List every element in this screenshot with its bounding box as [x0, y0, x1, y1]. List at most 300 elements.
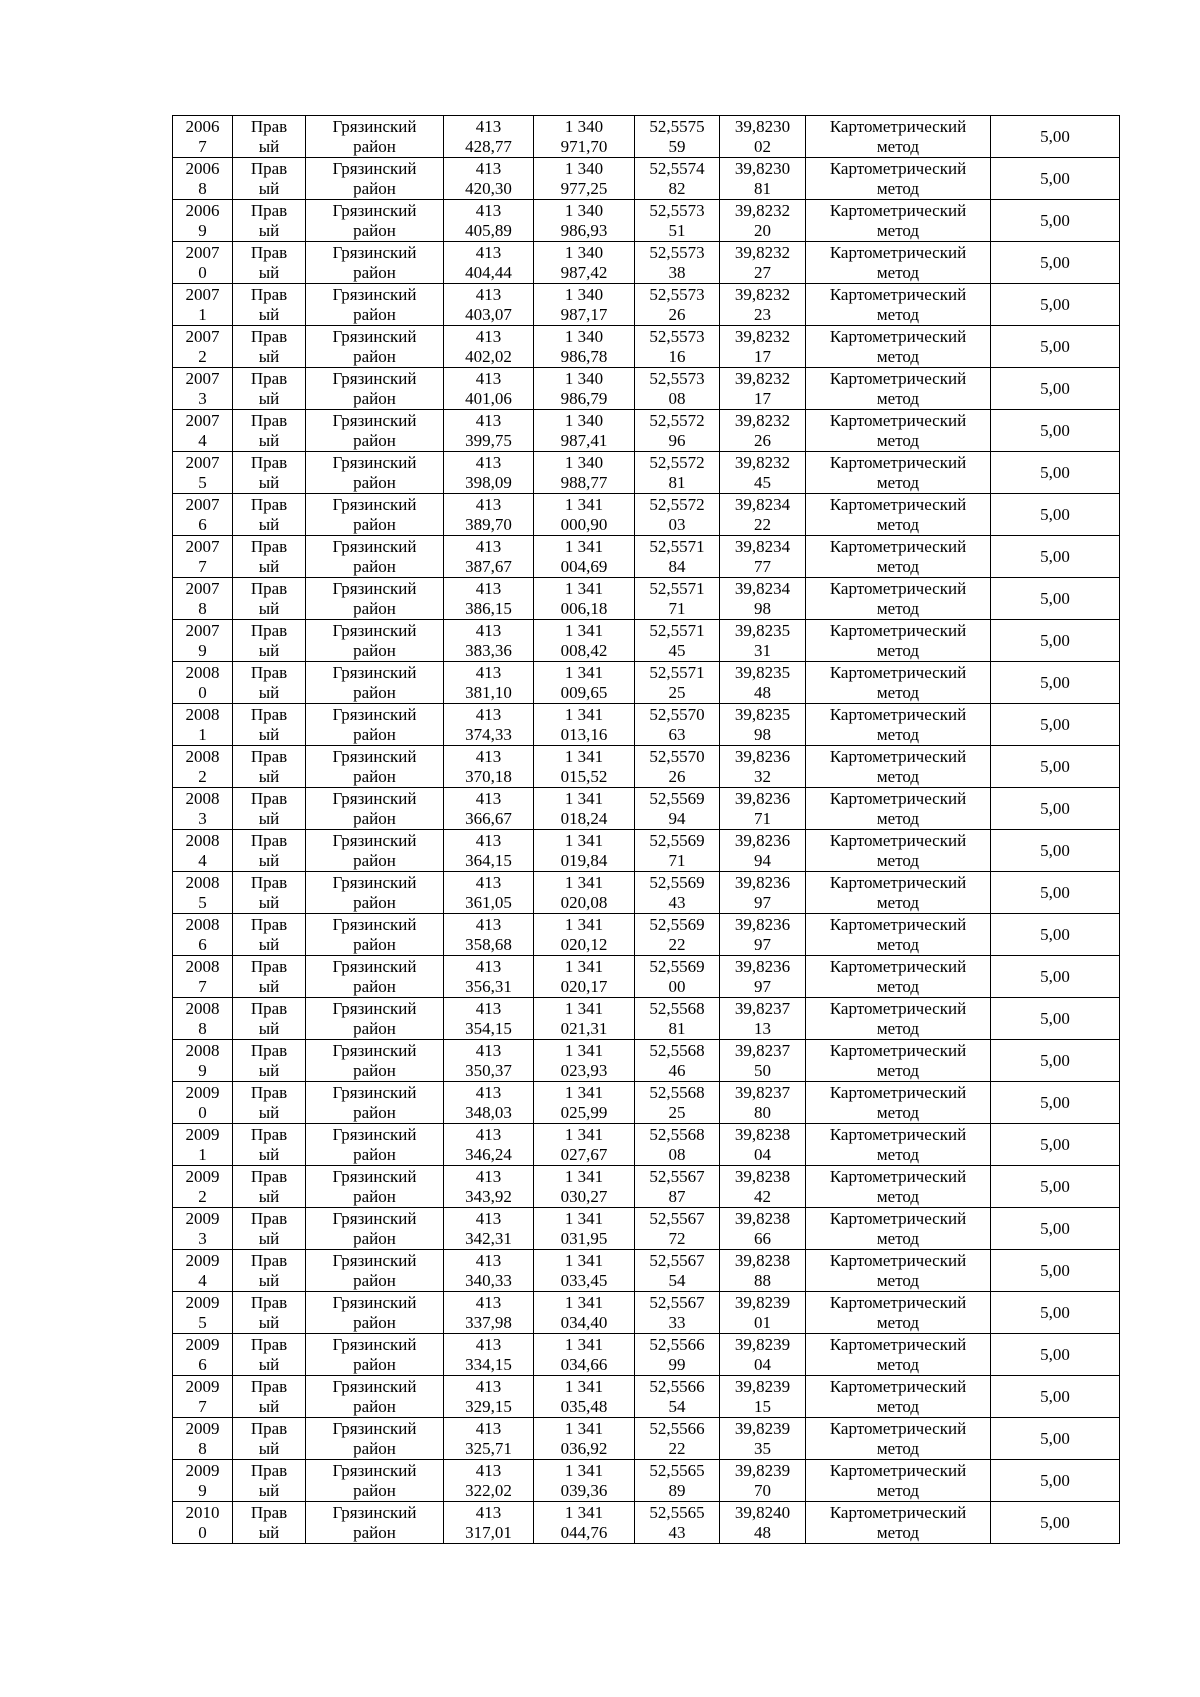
coord-y-cell-line: 034,40: [560, 1312, 608, 1332]
coord-x-cell-line: 413: [475, 326, 502, 346]
bank-side-cell-line: ый: [258, 136, 280, 156]
accuracy-cell: 5,00: [991, 1124, 1120, 1166]
point-number-cell-line: 2007: [185, 452, 220, 472]
longitude-cell-line: 39,8232: [734, 410, 791, 430]
accuracy-cell: 5,00: [991, 158, 1120, 200]
coordinates-table: [172, 115, 1120, 1544]
bank-side-cell-line: Прав: [250, 116, 288, 136]
point-number-cell: [173, 788, 233, 830]
bank-side-cell: [233, 1124, 306, 1166]
latitude-cell-line: 52,5571: [649, 578, 705, 598]
coord-y-cell: [534, 578, 635, 620]
district-cell: [306, 872, 444, 914]
latitude-cell: [635, 662, 720, 704]
longitude-cell: [720, 1124, 806, 1166]
district-cell-line: Грязинский: [332, 746, 417, 766]
method-cell-line: метод: [876, 766, 920, 786]
method-cell-line: метод: [876, 220, 920, 240]
latitude-cell: [635, 578, 720, 620]
bank-side-cell-line: Прав: [250, 956, 288, 976]
longitude-cell: [720, 242, 806, 284]
method-cell: [806, 1166, 991, 1208]
method-cell-line: Картометрический: [829, 1208, 967, 1228]
point-number-cell-line: 1: [198, 1144, 207, 1164]
latitude-cell-line: 45: [668, 640, 686, 660]
bank-side-cell: [233, 620, 306, 662]
district-cell-line: район: [353, 640, 396, 660]
bank-side-cell-line: Прав: [250, 998, 288, 1018]
latitude-cell-line: 63: [668, 724, 686, 744]
latitude-cell-line: 52,5567: [649, 1292, 705, 1312]
coord-y-cell-line: 986,79: [560, 388, 608, 408]
coord-x-cell-line: 370,18: [465, 766, 512, 786]
district-cell: [306, 1208, 444, 1250]
latitude-cell: [635, 158, 720, 200]
district-cell-line: Грязинский: [332, 1292, 417, 1312]
method-cell-line: Картометрический: [829, 116, 967, 136]
point-number-cell: [173, 746, 233, 788]
latitude-cell-line: 82: [668, 178, 686, 198]
coord-y-cell-line: 1 340: [564, 158, 604, 178]
method-cell: [806, 1292, 991, 1334]
coord-x-cell-line: 413: [475, 914, 502, 934]
district-cell-line: Грязинский: [332, 872, 417, 892]
latitude-cell: [635, 116, 720, 158]
longitude-cell-line: 39,8234: [734, 494, 791, 514]
bank-side-cell-line: ый: [258, 1354, 280, 1374]
longitude-cell: [720, 704, 806, 746]
method-cell: [806, 620, 991, 662]
district-cell-line: Грязинский: [332, 788, 417, 808]
point-number-cell: [173, 326, 233, 368]
latitude-cell: [635, 872, 720, 914]
accuracy-cell: 5,00: [991, 830, 1120, 872]
table-row: [173, 1082, 1120, 1124]
longitude-cell-line: 39,8238: [734, 1166, 791, 1186]
district-cell-line: Грязинский: [332, 1460, 417, 1480]
point-number-cell-line: 0: [198, 1102, 207, 1122]
longitude-cell-line: 39,8238: [734, 1124, 791, 1144]
method-cell: [806, 494, 991, 536]
table-row: [173, 1460, 1120, 1502]
method-cell-line: метод: [876, 682, 920, 702]
coord-x-cell: [444, 536, 534, 578]
district-cell-line: район: [353, 934, 396, 954]
longitude-cell: [720, 200, 806, 242]
bank-side-cell-line: Прав: [250, 1334, 288, 1354]
coord-y-cell-line: 1 341: [564, 1040, 604, 1060]
table-row: [173, 200, 1120, 242]
latitude-cell: [635, 326, 720, 368]
point-number-cell-line: 5: [198, 892, 207, 912]
coord-y-cell: [534, 788, 635, 830]
method-cell-line: метод: [876, 976, 920, 996]
bank-side-cell-line: Прав: [250, 578, 288, 598]
point-number-cell-line: 2007: [185, 536, 220, 556]
method-cell-line: Картометрический: [829, 620, 967, 640]
coord-y-cell-line: 1 341: [564, 914, 604, 934]
coord-y-cell: [534, 536, 635, 578]
point-number-cell: [173, 1208, 233, 1250]
bank-side-cell: [233, 158, 306, 200]
coord-y-cell-line: 1 341: [564, 578, 604, 598]
latitude-cell-line: 26: [668, 304, 686, 324]
latitude-cell-line: 52,5568: [649, 1082, 705, 1102]
district-cell-line: Грязинский: [332, 620, 417, 640]
district-cell-line: Грязинский: [332, 368, 417, 388]
method-cell: [806, 1418, 991, 1460]
latitude-cell-line: 38: [668, 262, 686, 282]
coord-x-cell: [444, 368, 534, 410]
longitude-cell-line: 88: [754, 1270, 771, 1290]
coord-y-cell: [534, 830, 635, 872]
table-row: [173, 578, 1120, 620]
point-number-cell-line: 8: [198, 1018, 207, 1038]
bank-side-cell-line: Прав: [250, 284, 288, 304]
longitude-cell-line: 15: [754, 1396, 771, 1416]
coord-x-cell-line: 413: [475, 368, 502, 388]
point-number-cell: [173, 1418, 233, 1460]
latitude-cell-line: 51: [668, 220, 686, 240]
bank-side-cell: [233, 494, 306, 536]
coord-x-cell-line: 322,02: [465, 1480, 512, 1500]
district-cell: [306, 1376, 444, 1418]
district-cell: [306, 830, 444, 872]
district-cell-line: район: [353, 262, 396, 282]
coord-x-cell: [444, 704, 534, 746]
bank-side-cell: [233, 1208, 306, 1250]
coord-y-cell-line: 027,67: [560, 1144, 608, 1164]
method-cell-line: Картометрический: [829, 284, 967, 304]
coord-x-cell-line: 413: [475, 746, 502, 766]
method-cell-line: метод: [876, 346, 920, 366]
district-cell: [306, 578, 444, 620]
district-cell-line: район: [353, 220, 396, 240]
coord-y-cell: [534, 662, 635, 704]
latitude-cell: [635, 242, 720, 284]
coord-x-cell-line: 358,68: [465, 934, 512, 954]
coord-x-cell-line: 420,30: [465, 178, 512, 198]
method-cell-line: Картометрический: [829, 1376, 967, 1396]
point-number-cell-line: 2006: [185, 116, 220, 136]
method-cell: [806, 1502, 991, 1544]
district-cell-line: район: [353, 178, 396, 198]
latitude-cell-line: 43: [668, 1522, 686, 1542]
latitude-cell-line: 52,5569: [649, 830, 705, 850]
longitude-cell: [720, 1418, 806, 1460]
point-number-cell: [173, 1124, 233, 1166]
district-cell: [306, 746, 444, 788]
latitude-cell: [635, 1334, 720, 1376]
district-cell-line: Грязинский: [332, 1250, 417, 1270]
latitude-cell-line: 52,5566: [649, 1376, 705, 1396]
bank-side-cell-line: ый: [258, 220, 280, 240]
district-cell-line: Грязинский: [332, 200, 417, 220]
longitude-cell: [720, 326, 806, 368]
coord-y-cell-line: 1 340: [564, 116, 604, 136]
district-cell-line: район: [353, 1396, 396, 1416]
coord-x-cell: [444, 242, 534, 284]
accuracy-cell: 5,00: [991, 956, 1120, 998]
coord-x-cell-line: 346,24: [465, 1144, 512, 1164]
coord-y-cell-line: 015,52: [560, 766, 608, 786]
method-cell: [806, 158, 991, 200]
longitude-cell-line: 39,8238: [734, 1208, 791, 1228]
coord-x-cell-line: 413: [475, 578, 502, 598]
method-cell-line: метод: [876, 136, 920, 156]
method-cell: [806, 284, 991, 326]
method-cell-line: метод: [876, 1480, 920, 1500]
bank-side-cell-line: Прав: [250, 452, 288, 472]
accuracy-cell: 5,00: [991, 1250, 1120, 1292]
latitude-cell-line: 22: [668, 1438, 686, 1458]
district-cell-line: Грязинский: [332, 284, 417, 304]
method-cell-line: Картометрический: [829, 746, 967, 766]
bank-side-cell: [233, 998, 306, 1040]
latitude-cell: [635, 956, 720, 998]
longitude-cell-line: 02: [754, 136, 771, 156]
bank-side-cell: [233, 452, 306, 494]
bank-side-cell-line: ый: [258, 430, 280, 450]
coord-x-cell-line: 381,10: [465, 682, 512, 702]
coord-x-cell: [444, 1250, 534, 1292]
accuracy-cell: 5,00: [991, 914, 1120, 956]
table-row: [173, 452, 1120, 494]
coord-x-cell-line: 389,70: [465, 514, 512, 534]
point-number-cell-line: 2009: [185, 1250, 220, 1270]
coord-x-cell-line: 364,15: [465, 850, 512, 870]
longitude-cell: [720, 662, 806, 704]
latitude-cell-line: 52,5573: [649, 326, 705, 346]
coord-x-cell-line: 413: [475, 116, 502, 136]
method-cell: [806, 1334, 991, 1376]
point-number-cell-line: 2006: [185, 158, 220, 178]
method-cell: [806, 1082, 991, 1124]
latitude-cell-line: 08: [668, 1144, 686, 1164]
bank-side-cell-line: Прав: [250, 1460, 288, 1480]
coord-x-cell: [444, 1376, 534, 1418]
district-cell-line: район: [353, 766, 396, 786]
longitude-cell-line: 31: [754, 640, 771, 660]
bank-side-cell-line: Прав: [250, 494, 288, 514]
coord-x-cell: [444, 1166, 534, 1208]
point-number-cell: [173, 578, 233, 620]
longitude-cell: [720, 1292, 806, 1334]
method-cell-line: Картометрический: [829, 1502, 967, 1522]
coord-y-cell: [534, 326, 635, 368]
district-cell: [306, 1082, 444, 1124]
longitude-cell-line: 45: [754, 472, 771, 492]
district-cell: [306, 1460, 444, 1502]
method-cell-line: Картометрический: [829, 578, 967, 598]
table-row: [173, 1208, 1120, 1250]
longitude-cell-line: 39,8236: [734, 914, 791, 934]
coord-x-cell: [444, 1292, 534, 1334]
method-cell: [806, 998, 991, 1040]
bank-side-cell-line: ый: [258, 598, 280, 618]
coord-y-cell-line: 1 340: [564, 242, 604, 262]
coord-x-cell-line: 413: [475, 704, 502, 724]
method-cell: [806, 1376, 991, 1418]
coord-x-cell-line: 401,06: [465, 388, 512, 408]
longitude-cell-line: 39,8236: [734, 872, 791, 892]
point-number-cell-line: 2007: [185, 620, 220, 640]
table-row: [173, 242, 1120, 284]
bank-side-cell: [233, 1460, 306, 1502]
method-cell: [806, 578, 991, 620]
bank-side-cell: [233, 956, 306, 998]
coord-x-cell-line: 350,37: [465, 1060, 512, 1080]
method-cell-line: Картометрический: [829, 200, 967, 220]
table-row: [173, 284, 1120, 326]
coord-x-cell-line: 413: [475, 494, 502, 514]
coord-x-cell: [444, 1040, 534, 1082]
longitude-cell: [720, 830, 806, 872]
coord-y-cell-line: 1 341: [564, 1376, 604, 1396]
coord-y-cell: [534, 872, 635, 914]
coord-y-cell-line: 020,08: [560, 892, 608, 912]
district-cell: [306, 1502, 444, 1544]
latitude-cell-line: 52,5566: [649, 1334, 705, 1354]
method-cell-line: метод: [876, 1228, 920, 1248]
point-number-cell-line: 3: [198, 1228, 207, 1248]
district-cell: [306, 242, 444, 284]
latitude-cell-line: 52,5570: [649, 746, 705, 766]
longitude-cell-line: 71: [754, 808, 771, 828]
longitude-cell: [720, 1082, 806, 1124]
method-cell: [806, 830, 991, 872]
latitude-cell-line: 46: [668, 1060, 686, 1080]
coord-x-cell-line: 405,89: [465, 220, 512, 240]
coord-x-cell: [444, 1082, 534, 1124]
latitude-cell-line: 52,5567: [649, 1250, 705, 1270]
longitude-cell: [720, 452, 806, 494]
point-number-cell-line: 2010: [185, 1502, 220, 1522]
latitude-cell-line: 52,5568: [649, 998, 705, 1018]
longitude-cell: [720, 914, 806, 956]
accuracy-cell: 5,00: [991, 326, 1120, 368]
bank-side-cell-line: ый: [258, 934, 280, 954]
method-cell-line: метод: [876, 724, 920, 744]
coord-y-cell-line: 1 341: [564, 1166, 604, 1186]
longitude-cell: [720, 620, 806, 662]
longitude-cell-line: 39,8237: [734, 1040, 791, 1060]
bank-side-cell-line: Прав: [250, 1376, 288, 1396]
point-number-cell-line: 2008: [185, 914, 220, 934]
longitude-cell-line: 32: [754, 766, 771, 786]
latitude-cell: [635, 410, 720, 452]
method-cell-line: Картометрический: [829, 1124, 967, 1144]
coord-y-cell: [534, 1250, 635, 1292]
district-cell-line: район: [353, 346, 396, 366]
longitude-cell-line: 97: [754, 934, 771, 954]
coord-y-cell-line: 1 341: [564, 1082, 604, 1102]
coord-x-cell-line: 334,15: [465, 1354, 512, 1374]
accuracy-cell: 5,00: [991, 1460, 1120, 1502]
longitude-cell-line: 39,8239: [734, 1418, 791, 1438]
method-cell: [806, 116, 991, 158]
coord-y-cell-line: 977,25: [560, 178, 608, 198]
bank-side-cell-line: ый: [258, 1144, 280, 1164]
coord-y-cell: [534, 1166, 635, 1208]
coord-y-cell: [534, 200, 635, 242]
district-cell: [306, 1250, 444, 1292]
method-cell-line: Картометрический: [829, 662, 967, 682]
longitude-cell-line: 27: [754, 262, 771, 282]
method-cell: [806, 1040, 991, 1082]
coord-x-cell: [444, 620, 534, 662]
district-cell: [306, 998, 444, 1040]
point-number-cell-line: 8: [198, 1438, 207, 1458]
coord-x-cell-line: 387,67: [465, 556, 512, 576]
accuracy-cell: 5,00: [991, 998, 1120, 1040]
longitude-cell: [720, 410, 806, 452]
method-cell: [806, 200, 991, 242]
longitude-cell-line: 39,8236: [734, 788, 791, 808]
point-number-cell: [173, 914, 233, 956]
bank-side-cell-line: Прав: [250, 620, 288, 640]
point-number-cell: [173, 158, 233, 200]
latitude-cell-line: 52,5569: [649, 872, 705, 892]
table-row: [173, 956, 1120, 998]
longitude-cell: [720, 1250, 806, 1292]
coord-x-cell: [444, 914, 534, 956]
coord-y-cell-line: 1 341: [564, 956, 604, 976]
coord-y-cell-line: 1 341: [564, 1502, 604, 1522]
district-cell-line: Грязинский: [332, 1208, 417, 1228]
bank-side-cell-line: Прав: [250, 1166, 288, 1186]
bank-side-cell: [233, 1502, 306, 1544]
table-row: [173, 1502, 1120, 1544]
longitude-cell-line: 20: [754, 220, 771, 240]
method-cell-line: Картометрический: [829, 1082, 967, 1102]
table-row: [173, 1166, 1120, 1208]
table-row: [173, 494, 1120, 536]
longitude-cell-line: 39,8235: [734, 620, 791, 640]
coord-y-cell-line: 1 341: [564, 1292, 604, 1312]
bank-side-cell-line: Прав: [250, 914, 288, 934]
method-cell: [806, 410, 991, 452]
longitude-cell-line: 01: [754, 1312, 771, 1332]
bank-side-cell: [233, 536, 306, 578]
point-number-cell-line: 4: [198, 850, 207, 870]
district-cell: [306, 1166, 444, 1208]
point-number-cell: [173, 830, 233, 872]
latitude-cell-line: 52,5574: [649, 158, 705, 178]
coord-y-cell-line: 1 340: [564, 200, 604, 220]
latitude-cell: [635, 452, 720, 494]
accuracy-cell: 5,00: [991, 410, 1120, 452]
district-cell-line: Грязинский: [332, 536, 417, 556]
district-cell: [306, 1418, 444, 1460]
latitude-cell-line: 89: [668, 1480, 686, 1500]
method-cell-line: Картометрический: [829, 956, 967, 976]
longitude-cell-line: 70: [754, 1480, 771, 1500]
district-cell: [306, 116, 444, 158]
coord-y-cell-line: 971,70: [560, 136, 608, 156]
longitude-cell-line: 48: [754, 1522, 771, 1542]
coord-y-cell-line: 044,76: [560, 1522, 608, 1542]
accuracy-cell: 5,00: [991, 494, 1120, 536]
coord-y-cell-line: 021,31: [560, 1018, 608, 1038]
longitude-cell-line: 04: [754, 1144, 771, 1164]
coord-x-cell-line: 413: [475, 452, 502, 472]
coord-y-cell: [534, 956, 635, 998]
point-number-cell-line: 0: [198, 682, 207, 702]
longitude-cell-line: 39,8239: [734, 1376, 791, 1396]
bank-side-cell: [233, 1376, 306, 1418]
district-cell-line: район: [353, 850, 396, 870]
